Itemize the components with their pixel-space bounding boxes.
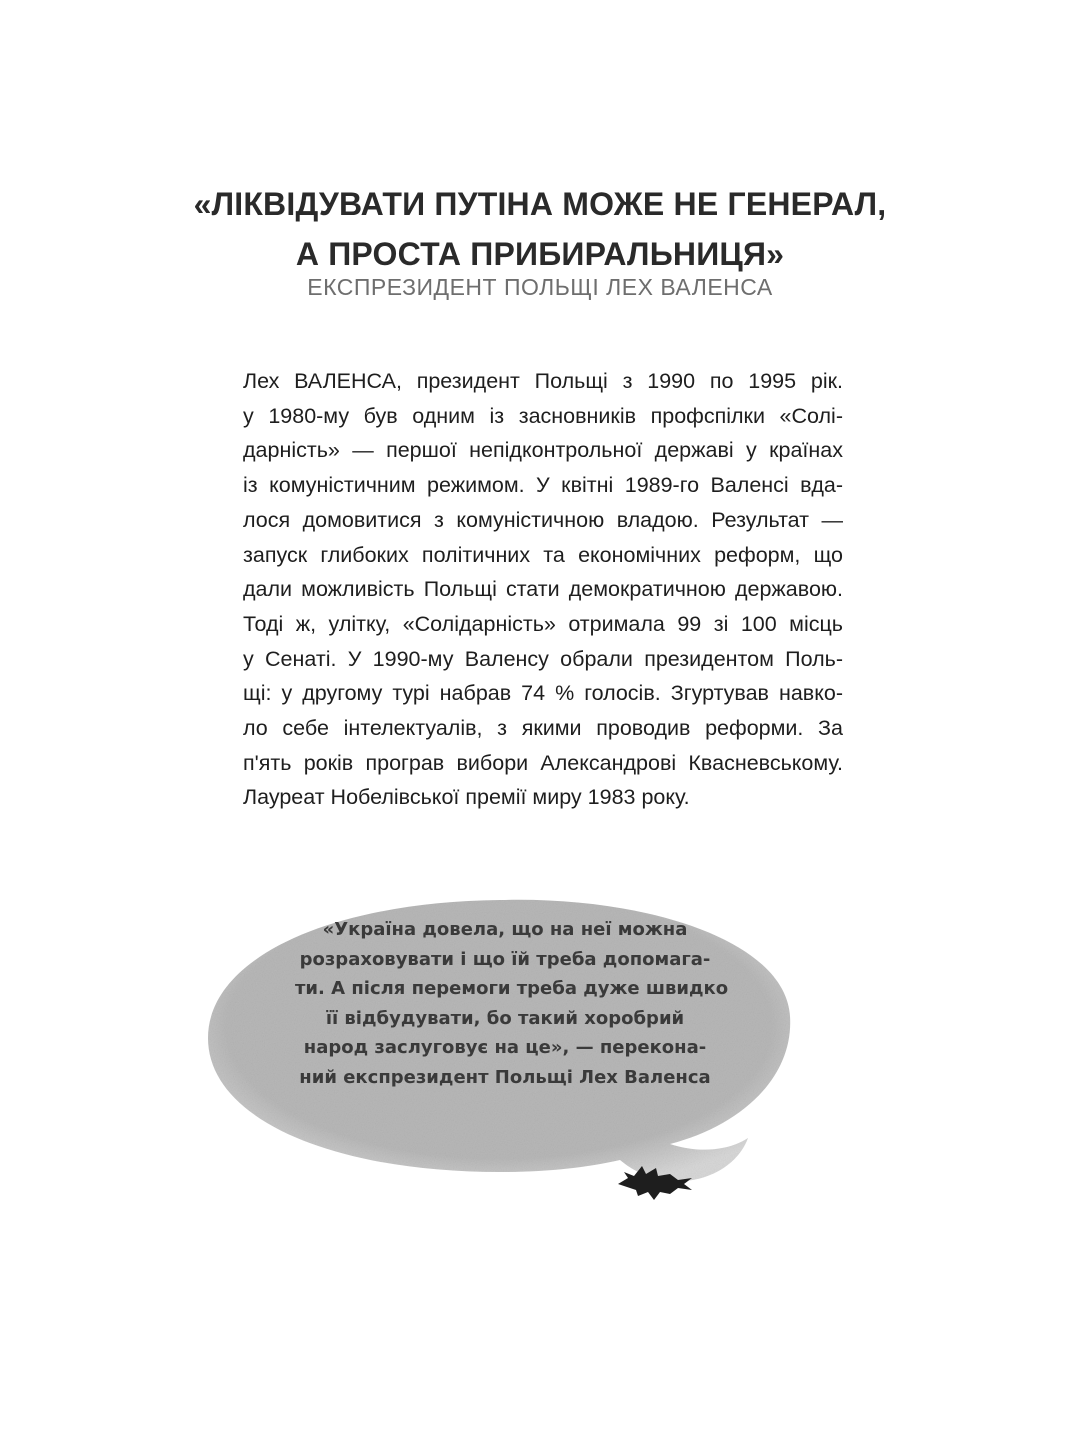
quote-title-line: А ПРОСТА ПРИБИРАЛЬНИЦЯ»	[295, 236, 785, 273]
bio-line: Тоді ж, улітку, «Солідарність» отримала 99 зі 100 місць	[243, 611, 843, 636]
speech-bubble	[200, 888, 800, 1218]
bio-line: запуск глибоких політичних та економічних реформ, що	[243, 542, 843, 567]
speech-bubble-text	[295, 915, 729, 1093]
bubble-line: ний експрезидент Польщі Лех Валенса	[299, 1066, 711, 1088]
bio-line: щі: у другому турі набрав 74 % голосів. Згуртував навко-	[243, 681, 843, 706]
bubble-line: розраховувати і що їй треба допомага-	[299, 948, 711, 970]
biography-paragraph	[243, 364, 843, 815]
bubble-line: ти. А після перемоги треба дуже швидко	[295, 978, 729, 1000]
bio-line: Лех ВАЛЕНСА, президент Польщі з 1990 по 1995 рік.	[243, 369, 843, 393]
quote-title	[120, 179, 960, 279]
bio-line: із комуністичним режимом. У квітні 1989-го Валенсі вда-	[243, 473, 843, 498]
bubble-line: «Україна довела, що на неї можна	[322, 919, 688, 940]
bio-line: дали можливість Польщі стати демократичною державою.	[243, 577, 843, 602]
bio-line: Лауреат Нобелівської премії миру 1983 року.	[243, 785, 690, 810]
quote-source: ЕКСПРЕЗИДЕНТ ПОЛЬЩІ ЛЕХ ВАЛЕНСА	[307, 274, 773, 300]
bubble-line: її відбудувати, бо такий хоробрий	[325, 1007, 685, 1029]
bio-line: дарність» — першої непідконтрольної державі у країнах	[243, 438, 843, 463]
bio-line: у Сенаті. У 1990-му Валенсу обрали президентом Поль-	[243, 646, 843, 671]
bubble-line: народ заслуговує на це», — перекона-	[303, 1037, 707, 1059]
bio-line: п'ять років програв вибори Александрові Квасневському.	[243, 750, 843, 775]
bio-line: ло себе інтелектуалів, з якими проводив реформи. За	[243, 716, 843, 741]
bio-line: у 1980-му був одним із засновників профспілки «Солі-	[243, 403, 843, 428]
quote-title-line: «ЛІКВІДУВАТИ ПУТІНА МОЖЕ НЕ ГЕНЕРАЛ,	[193, 186, 887, 223]
bio-line: лося домовитися з комуністичною владою. Результат —	[243, 507, 843, 532]
